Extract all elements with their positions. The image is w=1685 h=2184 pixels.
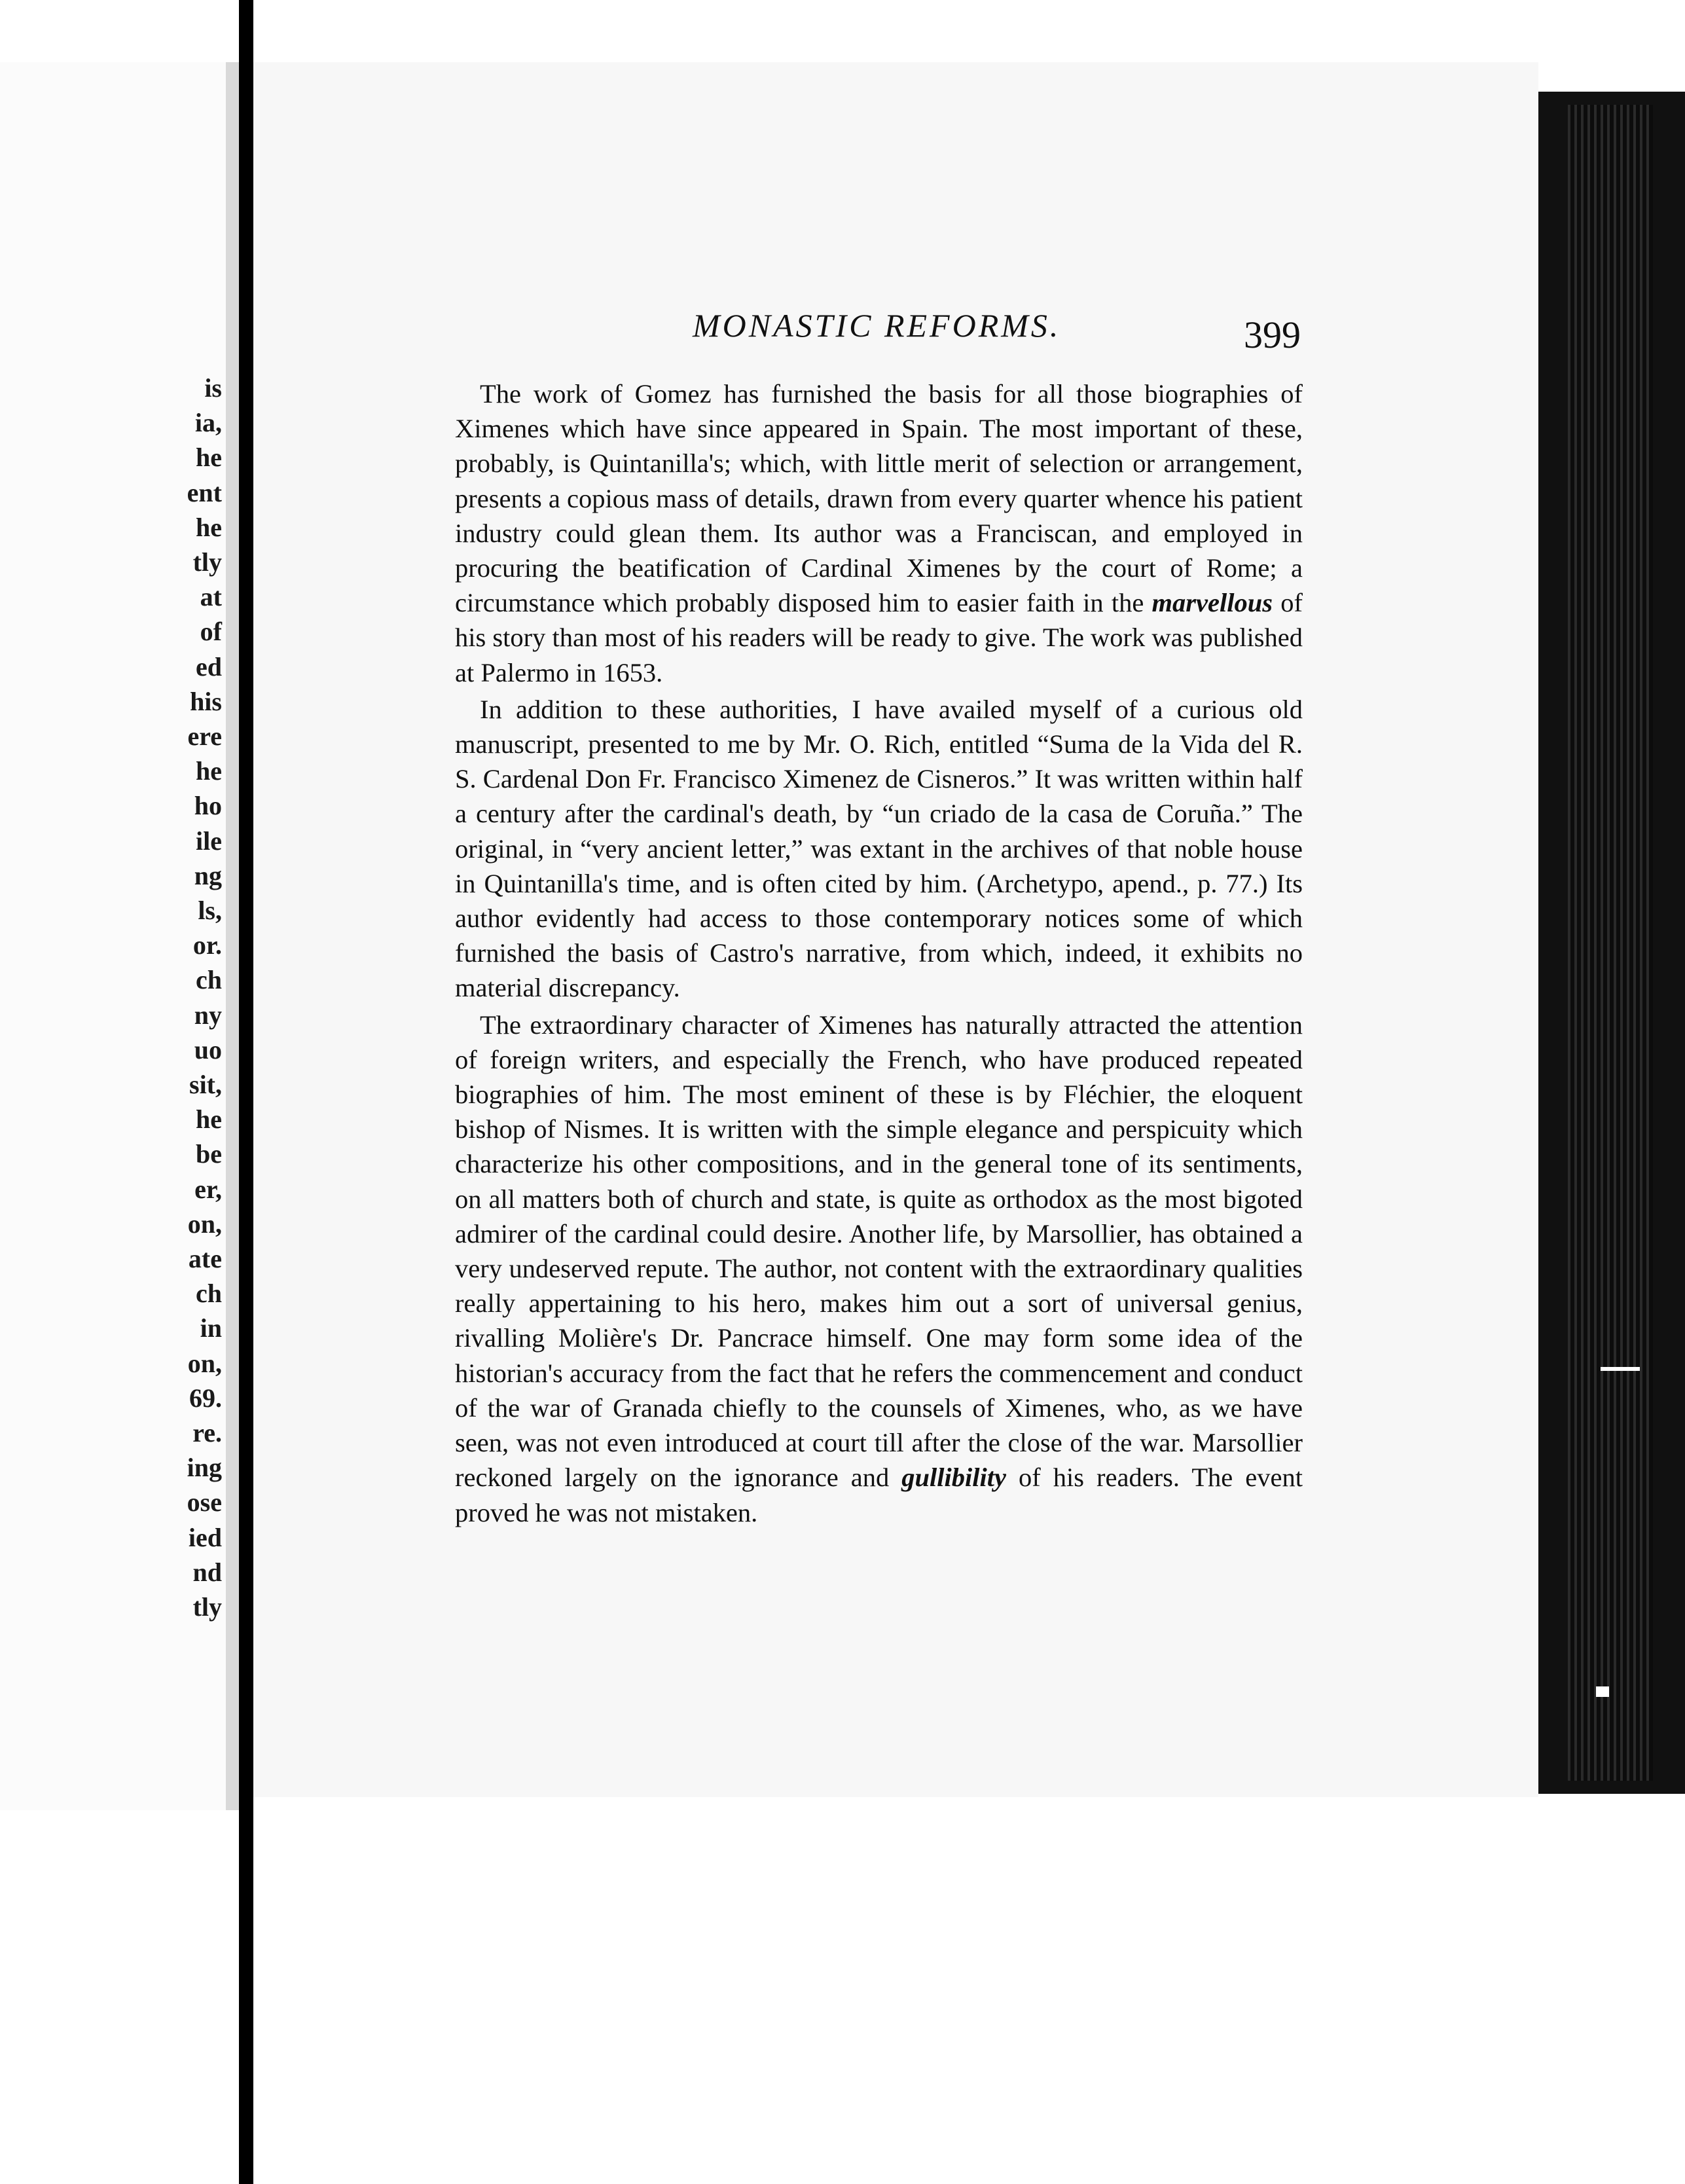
facing-page-word-fragment: ny — [194, 1000, 222, 1030]
facing-page-word-fragment: in — [200, 1313, 222, 1343]
paragraph-2 — [455, 692, 1303, 1006]
paragraph-1-text-b: of his story than most of his readers will be ready to give. The work was published at Palermo in 1653. — [455, 588, 1303, 687]
facing-page-word-fragment: ose — [187, 1487, 222, 1518]
paragraph-1-text-a: The work of Gomez has furnished the basis for all those biographies of Ximenes which have since appeared in Spain. The most important of these, probably, is Quintanilla's; which, with little merit of selection or arrangement, presents a copious mass of details, drawn from every quarter whence his patient industry could glean them. Its author was a Franciscan, and employed in procuring the beatification of Cardinal Ximenes by the court of Rome; a circumstance which probably disposed him to easier faith in the — [455, 379, 1303, 618]
facing-page-word-fragment: tly — [192, 547, 222, 577]
facing-page-word-fragment: he — [196, 756, 222, 786]
facing-page-word-fragment: be — [196, 1139, 222, 1169]
paragraph-3 — [455, 1008, 1303, 1530]
facing-page-word-fragment: he — [196, 512, 222, 542]
facing-page-word-fragment: he — [196, 1104, 222, 1135]
facing-page-word-fragment: ch — [196, 965, 222, 995]
paragraph-3-text-b: of his readers. The event proved he was not mistaken. — [455, 1463, 1303, 1527]
paragraph-3-emphasis: gullibility — [901, 1463, 1007, 1493]
paragraph-1-emphasis: marvellous — [1151, 588, 1273, 618]
paragraph-3-text-a: The extraordinary character of Ximenes has naturally attracted the attention of foreign writers, and especially the French, who have produced repeated biographies of him. The most eminent of these is by Fléchier, the eloquent bishop of Nismes. It is written with the simple elegance and perspicuity which characterize his other compositions, and in the general tone of its sentiments, on all matters both of church and state, is quite as orthodox as the most bigoted admirer of the cardinal could desire. Another life, by Marsollier, has obtained a very undeserved repute. The author, not content with the extraordinary qualities really appertaining to his hero, makes him out a sort of universal genius, rivalling Molière's Dr. Pancrace himself. One may form some idea of the historian's accuracy from the fact that he refers the commencement and conduct of the war of Granada chiefly to the counsels of Ximenes, who, as we have seen, was not even introduced at court till after the close of the war. Marsollier reckoned largely on the ignorance and — [455, 1010, 1303, 1493]
facing-page-word-fragment: or. — [192, 930, 222, 960]
facing-page-word-fragment: tly — [192, 1592, 222, 1622]
facing-page-word-fragment: ng — [194, 860, 222, 890]
facing-page-word-fragment: ho — [194, 791, 222, 821]
page-edge-stripes — [1568, 105, 1653, 1781]
facing-page-word-fragment: ing — [187, 1453, 222, 1483]
facing-page-word-fragment: ed — [196, 651, 222, 682]
facing-page-word-fragment: at — [200, 582, 222, 612]
page-number: 399 — [1244, 314, 1301, 356]
facing-page-word-fragment: sit, — [189, 1070, 222, 1099]
gutter-shadow — [226, 62, 239, 1810]
paragraph-1 — [455, 376, 1303, 690]
facing-page-word-fragment: his — [190, 686, 222, 716]
facing-page-word-fragment: uo — [194, 1034, 222, 1065]
running-head: MONASTIC REFORMS. — [693, 307, 1061, 344]
facing-page-word-fragment: nd — [192, 1557, 222, 1587]
facing-page-word-fragment: is — [204, 373, 222, 403]
facing-page-fragment — [0, 62, 226, 1810]
facing-page-word-fragment: ied — [188, 1522, 222, 1552]
scan-speck — [1596, 1686, 1609, 1697]
facing-page-word-fragment: ere — [187, 721, 222, 751]
facing-page-word-fragment: er, — [194, 1174, 222, 1204]
facing-page-word-fragment: ate — [188, 1244, 222, 1273]
facing-page-word-fragment: ch — [196, 1279, 222, 1309]
scan-speck — [1601, 1367, 1640, 1371]
facing-page-word-fragment: ent — [187, 477, 222, 507]
facing-page-word-fragment: ile — [196, 826, 222, 856]
facing-page-word-fragment: of — [200, 617, 222, 647]
facing-page-word-fragment: he — [196, 443, 222, 473]
paragraph-2-text: In addition to these authorities, I have availed myself of a curious old manuscript, presented to me by Mr. O. Rich, entitled “Suma de la Vida del R. S. Cardenal Don Fr. Francisco Ximenez de Cisneros.” It was written within half a century after the cardinal's death, by “un criado de la casa de Coruña.” The original, in “very ancient letter,” was extant in the archives of that noble house in Quintanilla's time, and is often cited by him. (Archetypo, apend., p. 77.) Its author evidently had access to those contemporary notices some of which furnished the basis of Castro's narrative, from which, indeed, it exhibits no material discrepancy. — [455, 694, 1303, 1003]
book-gutter — [239, 0, 253, 2184]
body-text — [455, 376, 1303, 1532]
facing-page-word-fragment: 69. — [189, 1383, 222, 1413]
facing-page-word-fragment: on, — [187, 1348, 222, 1378]
facing-page-word-fragment: on, — [187, 1209, 222, 1239]
facing-page-word-fragment: ls, — [198, 896, 222, 925]
facing-page-word-fragment: re. — [192, 1418, 222, 1447]
facing-page-word-fragment: ia, — [194, 408, 222, 438]
